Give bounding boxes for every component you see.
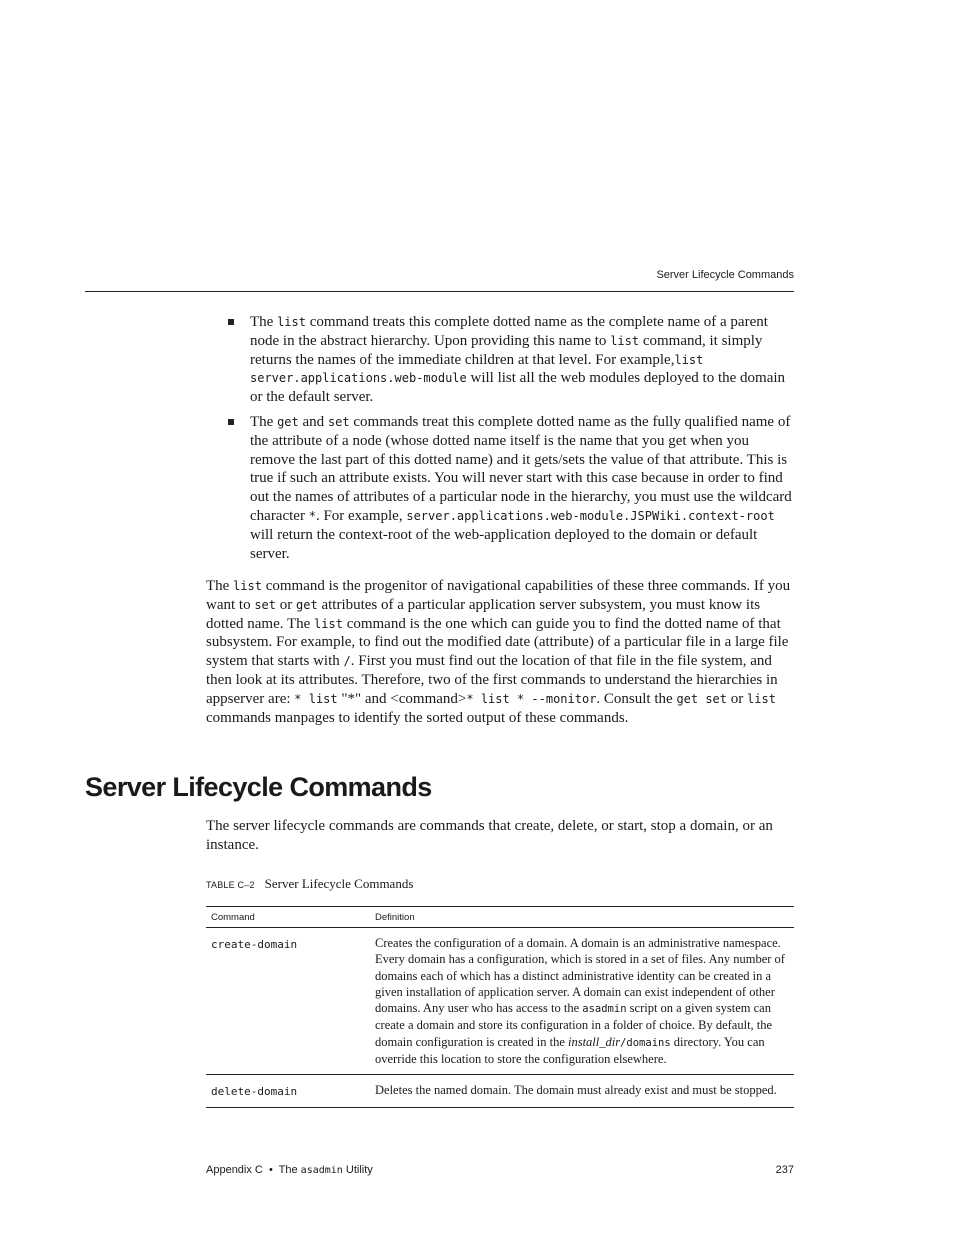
definition-cell xyxy=(371,935,794,1067)
text: . First you must find out the location of that file in the file system, and then look at its attributes. Therefore, two of the first commands to understand the hierarchies in appserver are: xyxy=(206,653,778,707)
command-cell xyxy=(206,1082,371,1100)
command-cell xyxy=(206,935,371,1067)
table-caption-text: Server Lifecycle Commands xyxy=(264,876,414,891)
text: will return the context-root of the web-application deployed to the domain or default server. xyxy=(250,526,758,562)
page-number: 237 xyxy=(775,1164,794,1176)
bullet-list xyxy=(228,313,796,569)
text: or xyxy=(727,690,748,707)
code-text: set xyxy=(327,414,350,429)
code-text: list xyxy=(233,579,262,593)
text: Creates the configuration of a domain. A domain is an administrative namespace. Every domain has a configuration, which is stored in a set of files. Any number of domains each of which has a distinct administrative identity can be created in a given installation of application server. A domain can exist independent of other domains. Any user who has access to the xyxy=(375,936,785,1016)
text: command treats this complete dotted name as the complete name of a parent node in the abstract hierarchy. Upon providing this name to xyxy=(250,314,768,349)
code-text: asadmin xyxy=(300,1165,343,1176)
section-intro: The server lifecycle commands are commands that create, delete, or start, stop a domain, or an instance. xyxy=(206,818,773,853)
table-row xyxy=(206,1075,794,1107)
code-text: list xyxy=(747,691,776,706)
code-text: set xyxy=(254,597,277,612)
text: command is the one which can guide you to find the dotted name of that subsystem. For example, to find out the modified date (attribute) of a particular file in a large file system that starts with xyxy=(206,615,789,670)
column-header-definition: Definition xyxy=(375,911,415,923)
list-item xyxy=(228,313,796,407)
text: or xyxy=(276,596,297,613)
text: The xyxy=(206,578,234,594)
text: The xyxy=(250,314,278,330)
text: commands manpages to identify the sorted output of these commands. xyxy=(206,709,629,726)
code-text: asadmin xyxy=(582,1003,627,1016)
code-text: * xyxy=(308,508,316,523)
table-caption xyxy=(206,876,413,892)
command-name: create-domain xyxy=(211,938,298,951)
running-head: Server Lifecycle Commands xyxy=(656,269,794,281)
code-text: get xyxy=(277,414,299,429)
code-text: * list xyxy=(294,691,338,706)
text: script on a given system can create a domain and store its configuration in a folder of choice. By default, the domain configuration is created in the xyxy=(375,1001,773,1049)
footer-appendix: Appendix C xyxy=(206,1164,263,1176)
text: directory. You can override this location to store the configuration elsewhere. xyxy=(375,1034,765,1067)
text: The xyxy=(250,413,278,430)
code-text: / xyxy=(343,654,351,669)
code-text: server.applications.web-module.JSPWiki.context-root xyxy=(406,508,775,523)
text: "*" and <command> xyxy=(337,690,467,707)
text: Deletes the named domain. The domain must already exist and must be stopped. xyxy=(375,1083,777,1098)
table-header-row xyxy=(206,907,794,928)
code-text: list xyxy=(610,333,640,348)
code-text: list server.applications.web-module xyxy=(250,352,704,386)
code-text: * list * --monitor xyxy=(466,691,597,706)
code-text: list xyxy=(314,616,343,631)
list-item xyxy=(228,413,796,563)
text: command is the progenitor of navigational capabilities of these three commands. If you want to xyxy=(206,578,791,613)
definition-cell xyxy=(371,1082,794,1100)
header-rule xyxy=(85,291,794,292)
bullet-square-icon xyxy=(228,419,234,425)
code-text: get xyxy=(296,597,318,612)
footer-separator: • xyxy=(268,1164,273,1176)
commands-table xyxy=(206,906,794,1108)
table-label: TABLE C–2 xyxy=(206,880,255,890)
text: The xyxy=(278,1164,301,1176)
text: and xyxy=(298,413,328,430)
code-text: list xyxy=(277,315,306,329)
table-row xyxy=(206,928,794,1075)
italic-text: install_dir xyxy=(568,1034,621,1049)
code-text: /domains xyxy=(620,1036,671,1049)
text: . Consult the xyxy=(596,690,677,707)
footer-left xyxy=(206,1164,373,1176)
code-text: get set xyxy=(676,691,728,706)
section-title: Server Lifecycle Commands xyxy=(85,772,432,802)
text: commands treat this complete dotted name as the fully qualified name of the attribute of a node (whose dotted name itself is the name that you get when you remove the last part of this dotted name) and it gets/sets the value of that attribute. This is true if such an attribute exists. You will never start with this case because in order to find out the names of attributes of a particular node in the hierarchy, you must use the wildcard character xyxy=(250,413,792,524)
command-name: delete-domain xyxy=(211,1085,298,1099)
text: command, it simply returns the names of the immediate children at that level. For example, xyxy=(250,332,763,368)
bullet-square-icon xyxy=(228,319,234,325)
text: Utility xyxy=(342,1164,373,1176)
text: attributes of a particular application server subsystem, you must know its dotted name. The xyxy=(206,596,761,632)
body-paragraph xyxy=(206,577,796,727)
text: . For example, xyxy=(315,507,407,524)
text: will list all the web modules deployed to the domain or the default server. xyxy=(250,370,786,406)
column-header-command: Command xyxy=(211,911,255,923)
